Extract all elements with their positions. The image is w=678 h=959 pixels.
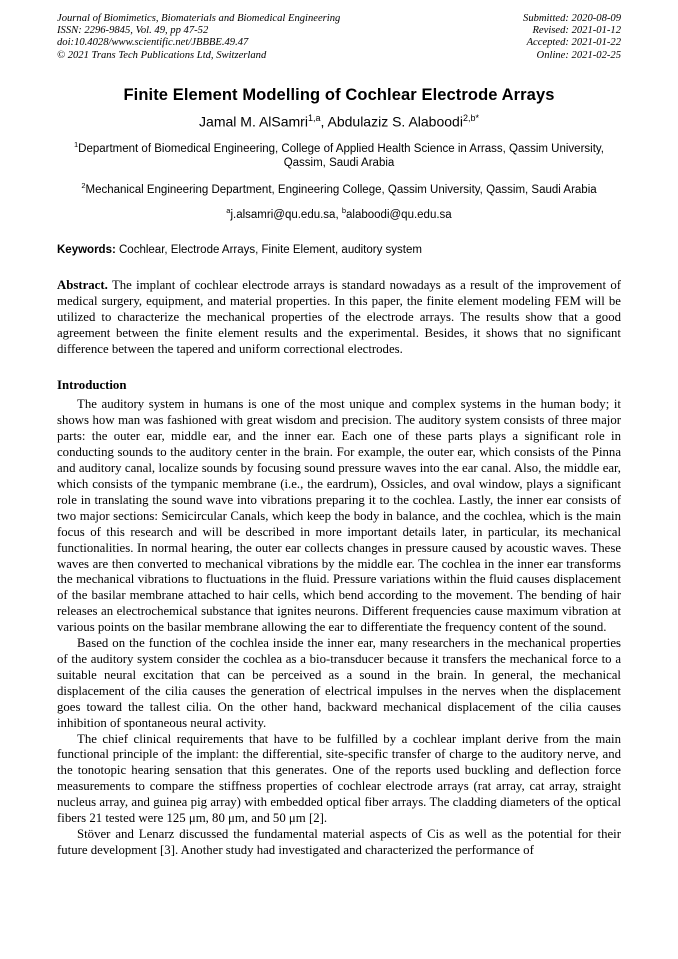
author-2-superscript: 2,b* <box>462 112 479 123</box>
authors-separator: , <box>320 113 328 130</box>
introduction-paragraph-4: Stöver and Lenarz discussed the fundamental material aspects of Cis as well as the potential for their future development [3]. Another study had investigated and characterized the performance of <box>57 826 621 857</box>
affiliation-2 <box>57 179 621 197</box>
keywords-label: Keywords: <box>57 243 116 256</box>
affiliation-2-marker: 2 <box>81 181 86 191</box>
date-submitted: Submitted: 2020-08-09 <box>523 13 621 24</box>
author-2-name: Abdulaziz S. Alaboodi <box>327 113 463 130</box>
journal-name: Journal of Biomimetics, Biomaterials and Biomedical Engineering <box>57 13 341 24</box>
emails-separator: , <box>335 208 342 221</box>
affiliation-2-text: Mechanical Engineering Department, Engineering College, Qassim University, Qassim, Saudi Arabia <box>85 184 597 197</box>
journal-info <box>57 13 340 62</box>
author-1-superscript: 1,a <box>307 112 321 123</box>
abstract-text: The implant of cochlear electrode arrays is standard nowadays as a result of the improvement of medical surgery, equipment, and material properties. In this paper, the finite element modeling FEM will be utilized to characterize the mechanical properties of the electrode arrays. The results show that a good agreement between the finite element results and the experimental. Besides, it shows that no significant difference between the tapered and uniform correctional electrodes. <box>57 277 621 356</box>
paper-title: Finite Element Modelling of Cochlear Electrode Arrays <box>123 85 555 104</box>
email-1-address: j.alsamri@qu.edu.sa <box>230 208 336 221</box>
abstract <box>57 278 621 358</box>
affiliation-1 <box>57 138 621 170</box>
keywords-text: Cochlear, Electrode Arrays, Finite Element, auditory system <box>119 243 422 256</box>
introduction-paragraph-3: The chief clinical requirements that have to be fulfilled by a cochlear implant derive from the main functional principle of the implant: the differential, site-specific transfer of charge to the auditory nerve, and the tonotopic hearing sensation that this generates. One of the reports used buckling and deflection force measurements to compare the stiffness properties of cochlear electrode arrays (rat array, cat array, straight nucleus array, and guinea pig array) with embedded optical fiber arrays. The cladding diameters of the optical fibers 21 tested were 125 μm, 80 μm, and 50 μm [2]. <box>57 731 621 826</box>
email-2-marker: b <box>341 206 347 216</box>
date-online: Online: 2021-02-25 <box>536 49 621 61</box>
email-1-marker: a <box>226 206 231 216</box>
abstract-label: Abstract. <box>57 277 108 292</box>
introduction-paragraph-1: The auditory system in humans is one of the most unique and complex systems in the human body; it shows how man was fashioned with great wisdom and precision. The auditory system consists of three major parts: the outer ear, middle ear, and the inner ear. Each one of these parts plays a significant role in conducting sounds to the auditory center in the brain. For example, the outer ear, which consists of the Pinna and auditory canal, localize sounds by focusing sound pressure waves into the ear canal. Also, the middle ear, which consists of the tympanic membrane (i.e., the eardrum), Ossicles, and oval window, plays a significant role in translating the sound wave into vibrations preparing it to the cochlea. Lastly, the inner ear consists of two major sections: Semicircular Canals, which keep the body in balance, and the cochlea, which is the main focus of this research and will be described in more important details later, in particular, its mechanical functionalities. In normal hearing, the outer ear collects changes in pressure caused by acoustic waves. These waves are then converted to mechanical vibrations by the middle ear. The cochlea in the inner ear transforms the mechanical vibrations to fluctuations in the fluid. Pressure variations within the fluid causes displacement of the basilar membrane attached to hair cells, which bend according to the movement. The bending of hair releases an electrochemical substance that ignites neurons. Different frequencies cause maximum vibration at various points on the basilar membrane allowing the ear to differentiate the frequency content of the sound. <box>57 397 621 635</box>
date-accepted: Accepted: 2021-01-22 <box>526 37 621 49</box>
section-heading-introduction: Introduction <box>57 378 127 393</box>
affiliation-1-marker: 1 <box>73 140 79 150</box>
author-emails <box>57 206 621 221</box>
introduction-paragraph-2: Based on the function of the cochlea inside the inner ear, many researchers in the mechanical properties of the auditory system consider the cochlea as a bio-transducer because it transfers the mechanical force to a suitable neural excitation that can be perceived as a sound in the brain. In general, the mechanical displacement of the cilia causes the generation of electrical impulses in the nerves when the displacement goes toward the tallest cilia. On the other hand, backward mechanical displacement of the cilia causes inhibition of spontaneous neural activity. <box>57 636 621 730</box>
email-2-address: alaboodi@qu.edu.sa <box>346 208 452 221</box>
article-dates <box>523 13 621 62</box>
journal-issn-volume: ISSN: 2296-9845, Vol. 49, pp 47-52 <box>57 25 209 37</box>
keywords-line <box>57 244 621 256</box>
journal-doi: doi:10.4028/www.scientific.net/JBBBE.49.47 <box>57 37 249 49</box>
authors-line <box>57 113 621 130</box>
journal-copyright: © 2021 Trans Tech Publications Ltd, Switzerland <box>57 49 267 61</box>
affiliation-1-text: Department of Biomedical Engineering, College of Applied Health Science in Arrass, Qassim University, Qassim, Saudi Arabia <box>78 143 605 170</box>
date-revised: Revised: 2021-01-12 <box>532 25 621 37</box>
author-1-name: Jamal M. AlSamri <box>199 113 308 130</box>
journal-header <box>57 13 621 62</box>
